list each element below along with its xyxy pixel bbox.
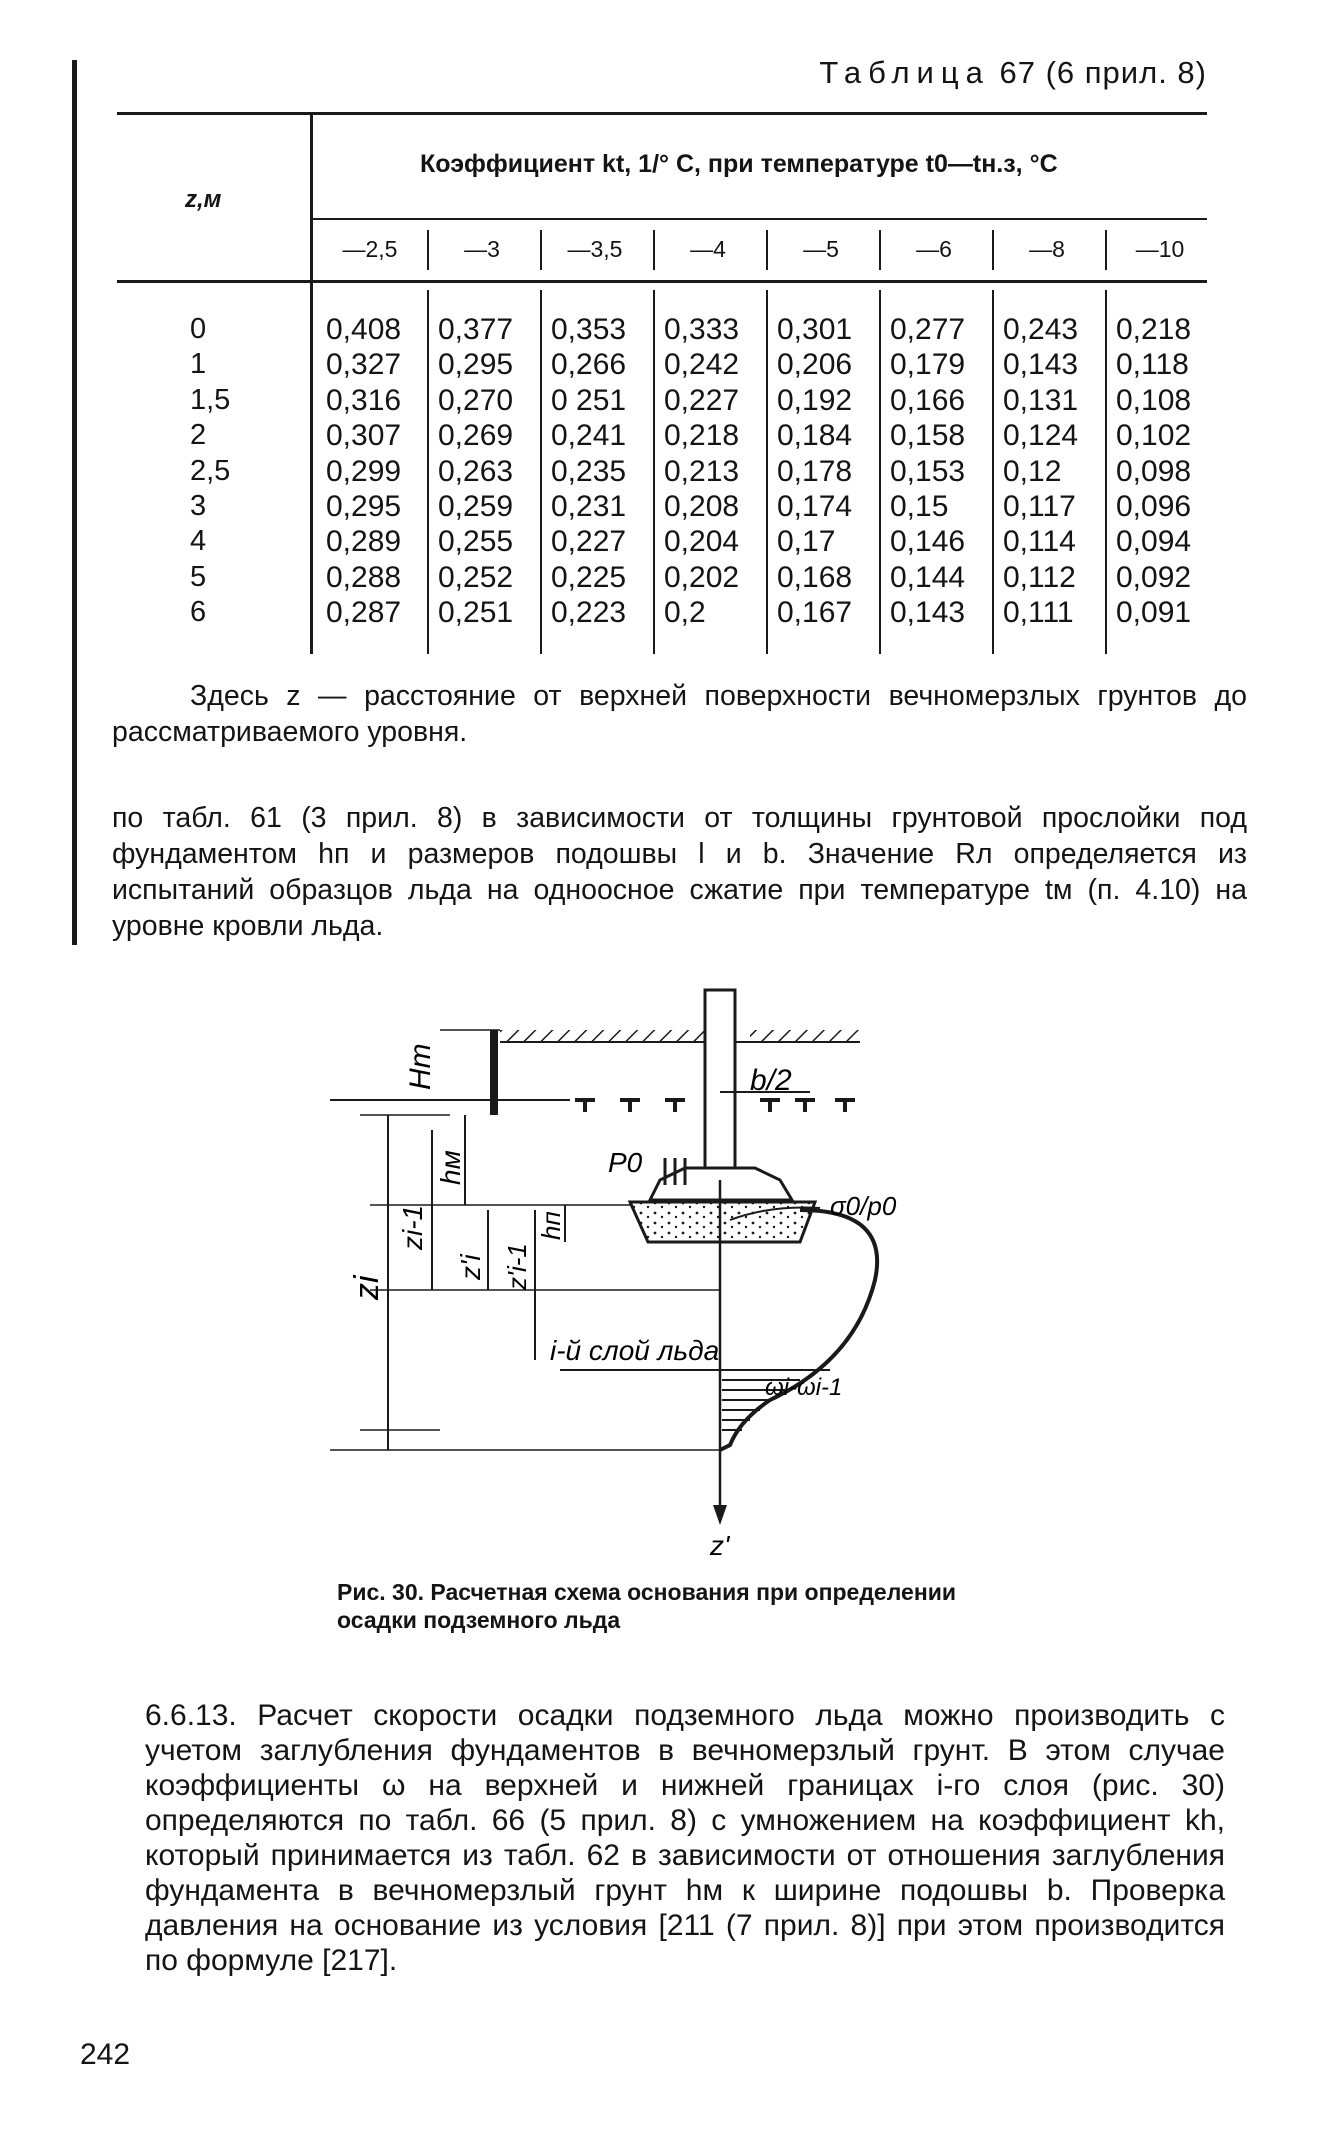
- table-cell: 0,117: [1003, 490, 1076, 523]
- table-cell: 0,243: [1003, 313, 1079, 346]
- table-cell: 0,098: [1116, 454, 1192, 488]
- header-column-divider: [653, 230, 655, 270]
- temperature-header: —5: [803, 236, 839, 262]
- table-cell: 0,242: [664, 348, 740, 382]
- table-cell: 0,092: [1116, 560, 1192, 594]
- table-cell: 0,316: [326, 383, 402, 417]
- table-cell: 0,333: [664, 313, 740, 346]
- temperature-header: —3: [464, 236, 500, 262]
- table-cell: 0,143: [890, 596, 966, 630]
- table-cell: 0,131: [1003, 383, 1079, 417]
- table-cell: 0,270: [438, 383, 514, 417]
- table-cell: 0,263: [438, 454, 514, 488]
- table-cell: 0,408: [326, 313, 402, 346]
- label-zi-prime: z'i: [455, 1254, 486, 1280]
- temperature-header: —3,5: [567, 236, 623, 262]
- table-cell: 0,204: [664, 525, 740, 559]
- table-cell: 0,301: [777, 313, 853, 346]
- table-cell: 0,143: [1003, 348, 1079, 382]
- temperature-header: —2,5: [342, 236, 398, 262]
- table-cell: 0,225: [551, 560, 627, 594]
- table-note: Здесь z — расстояние от верхней поверхности вечномерзлых грунтов до рассматриваемого уровня.: [112, 680, 1247, 748]
- table-cell: 0,102: [1116, 419, 1192, 453]
- z-value: 6: [190, 596, 207, 629]
- table-cell: 0,266: [551, 348, 627, 382]
- table-cell: 0,377: [438, 313, 514, 346]
- table-cell: 0,259: [438, 490, 514, 523]
- table-cell: 0,327: [326, 348, 402, 382]
- stress-curve: [720, 1210, 877, 1450]
- z-axis-arrow: [713, 1505, 727, 1525]
- label-z-axis: z': [710, 1530, 730, 1560]
- label-ht: Hт: [404, 1043, 437, 1090]
- z-value: 1,5: [190, 383, 231, 416]
- table-cell: 0,231: [551, 490, 627, 523]
- table-cell: 0 251: [551, 383, 627, 417]
- table-top-rule: [117, 112, 1207, 115]
- table-cell: 0,15: [890, 490, 949, 523]
- table-cell: 0,255: [438, 525, 514, 559]
- table-cell: 0,112: [1003, 560, 1076, 594]
- table-cell: 0,227: [551, 525, 627, 559]
- table-cell: 0,206: [777, 348, 853, 382]
- z-value: 2: [190, 419, 207, 452]
- temperature-header: —6: [916, 236, 952, 262]
- table-cell: 0,178: [777, 454, 853, 488]
- table-cell: 0,17: [777, 525, 836, 559]
- table-cell: 0,2: [664, 596, 706, 630]
- header-column-divider: [879, 230, 881, 270]
- table-cell: 0,295: [326, 490, 402, 523]
- ground-surface-left: [500, 1030, 735, 1042]
- header-column-divider: [766, 230, 768, 270]
- coefficient-header: Коэффициент kt, 1/° С, при температуре t0—tн.з, °С: [420, 150, 1058, 178]
- table-title-word: Таблица: [819, 55, 990, 90]
- table-cell: 0,091: [1116, 596, 1192, 630]
- margin-bar: [72, 60, 77, 945]
- figure-caption: Рис. 30. Расчетная схема основания при определении осадки подземного льда: [337, 1579, 956, 1633]
- label-ice-layer: i-й слой льда: [550, 1335, 720, 1366]
- table-cell: 0,227: [664, 383, 740, 417]
- table-mid-rule: [312, 218, 1207, 220]
- table-cell: 0,174: [777, 490, 853, 523]
- temperature-header: —10: [1135, 236, 1185, 262]
- table-cell: 0,235: [551, 454, 627, 488]
- table-cell: 0,208: [664, 490, 740, 523]
- table-cell: 0,218: [664, 419, 740, 453]
- z-value: 3: [190, 490, 207, 522]
- z-value: 1: [190, 348, 207, 381]
- table-cell: 0,269: [438, 419, 514, 453]
- table-cell: 0,299: [326, 454, 402, 488]
- page-number: 242: [80, 2038, 131, 2071]
- z-column-header: z,м: [185, 186, 222, 213]
- temperature-header: —8: [1029, 236, 1065, 262]
- table-cell: 0,218: [1116, 313, 1192, 346]
- table-title: [819, 55, 1207, 91]
- z-value: 4: [190, 525, 207, 558]
- table-cell: 0,289: [326, 525, 402, 559]
- label-omega: ωi-ωi-1: [765, 1374, 843, 1401]
- table-cell: 0,295: [438, 348, 514, 382]
- table-cell: 0,153: [890, 454, 966, 488]
- table-cell: 0,192: [777, 383, 853, 417]
- section-6-6-13: 6.6.13. Расчет скорости осадки подземного льда можно производить с учетом заглубления фундаментов в вечномерзлый грунт. В этом случае коэффициенты ω на верхней и нижней границах i-го слоя (рис. 30) определяются по табл. 66 (5 прил. 8) с умножением на коэффициент kh, который принимается из табл. 62 в зависимости от отношения заглубления фундамента в вечномерзлый грунт hм к ширине подошвы b. Проверка давления на основание из условия [211 (7 прил. 8)] при этом производится по формуле [217].: [145, 1699, 1225, 1977]
- label-sigma: σ0/p0: [830, 1191, 897, 1221]
- table-cell: 0,241: [551, 419, 627, 453]
- table-cell: 0,096: [1116, 490, 1192, 523]
- table-cell: 0,114: [1003, 525, 1076, 559]
- table-cell: 0,251: [438, 596, 514, 630]
- z-value: 5: [190, 560, 207, 593]
- table-cell: 0,179: [890, 348, 966, 382]
- table-cell: 0,184: [777, 419, 853, 453]
- header-column-divider: [1105, 230, 1107, 270]
- continued-paragraph: по табл. 61 (3 прил. 8) в зависимости от толщины грунтовой прослойки под фундаментом hп и размеров подошвы l и b. Значение Rл определяется из испытаний образцов льда на одноосное сжатие при температуре tм (п. 4.10) на уровне кровли льда.: [112, 802, 1247, 942]
- label-zi-1-prime: z'i-1: [502, 1243, 532, 1290]
- table-cell: 0,353: [551, 313, 627, 346]
- table-cell: 0,167: [777, 596, 853, 630]
- table-cell: 0,12: [1003, 454, 1062, 488]
- label-b-half: b/2: [750, 1064, 792, 1097]
- table-title-ref: 67 (6 прил. 8): [999, 55, 1207, 90]
- table-cell: 0,252: [438, 560, 514, 594]
- label-hm: hм: [435, 1150, 466, 1185]
- ground-surface-right: [750, 1030, 860, 1042]
- temperature-header: —4: [690, 236, 726, 262]
- table-col-divider-z: [310, 114, 313, 654]
- table-cell: 0,223: [551, 596, 627, 630]
- header-column-divider: [540, 230, 542, 270]
- table-cell: 0,124: [1003, 419, 1079, 453]
- z-value: 2,5: [190, 454, 231, 487]
- table-cell: 0,118: [1116, 348, 1189, 382]
- table-cell: 0,287: [326, 596, 402, 630]
- label-hn: hп: [536, 1211, 566, 1240]
- table-cell: 0,108: [1116, 383, 1192, 417]
- table-cell: 0,277: [890, 313, 966, 346]
- table-cell: 0,146: [890, 525, 966, 559]
- table-cell: 0,168: [777, 560, 853, 594]
- header-column-divider: [992, 230, 994, 270]
- label-zi: zi: [348, 1275, 386, 1300]
- table-cell: 0,158: [890, 419, 966, 453]
- z-value: 0: [190, 313, 207, 345]
- figure-30-diagram: [330, 980, 950, 1560]
- table-cell: 0,288: [326, 560, 402, 594]
- label-zi-1: zi-1: [397, 1204, 428, 1250]
- table-header-rule: [117, 280, 1207, 283]
- table-cell: 0,111: [1003, 596, 1074, 630]
- table-cell: 0,166: [890, 383, 966, 417]
- ht-dimension-bar: [490, 1030, 498, 1115]
- table-cell: 0,307: [326, 419, 402, 453]
- table-cell: 0,202: [664, 560, 740, 594]
- header-column-divider: [427, 230, 429, 270]
- column-shaft: [705, 990, 735, 1170]
- table-cell: 0,094: [1116, 525, 1192, 559]
- table-cell: 0,144: [890, 560, 966, 594]
- table-cell: 0,213: [664, 454, 740, 488]
- label-p0: P0: [608, 1147, 643, 1178]
